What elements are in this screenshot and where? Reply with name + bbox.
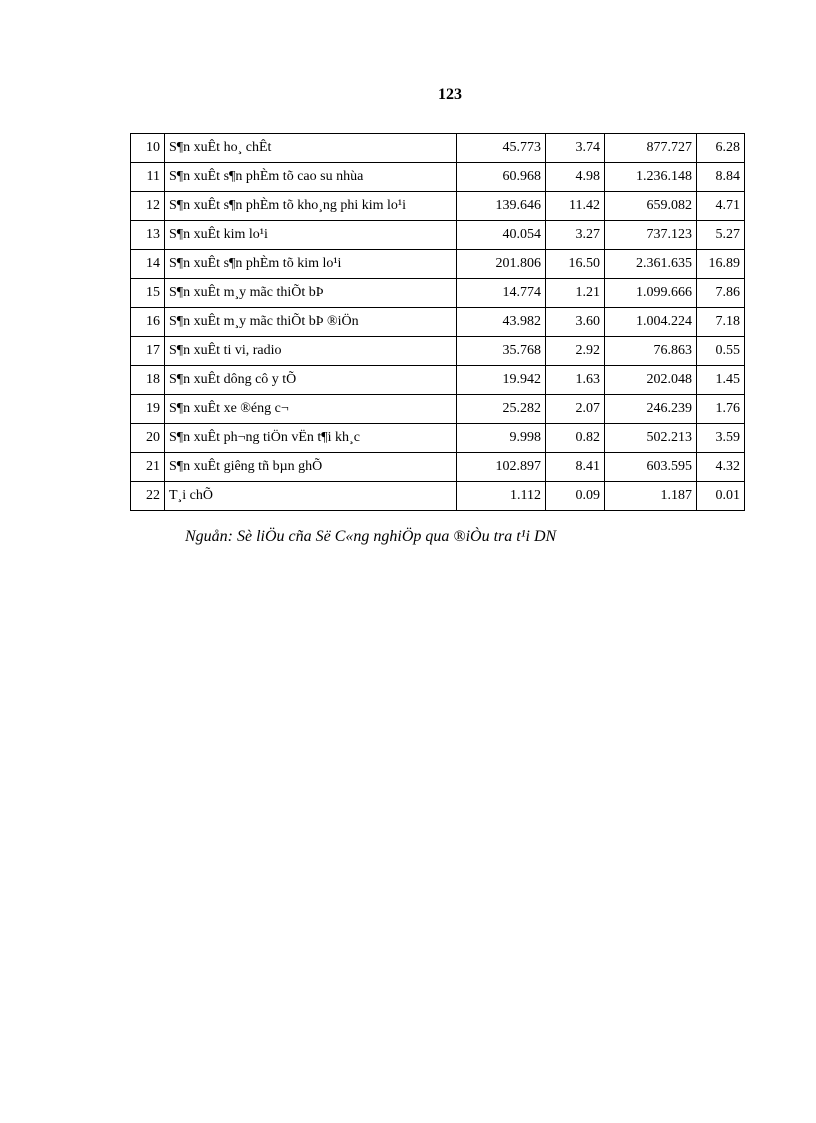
value-1: 14.774 (457, 279, 546, 308)
industry-name: T¸i chÕ (165, 482, 457, 511)
row-number: 10 (131, 134, 165, 163)
row-number: 22 (131, 482, 165, 511)
row-number: 12 (131, 192, 165, 221)
percent-2: 3.59 (697, 424, 745, 453)
value-1: 43.982 (457, 308, 546, 337)
table-row (131, 192, 745, 221)
percent-2: 4.32 (697, 453, 745, 482)
percent-2: 8.84 (697, 163, 745, 192)
percent-1: 3.27 (546, 221, 605, 250)
row-number: 15 (131, 279, 165, 308)
row-number: 13 (131, 221, 165, 250)
value-1: 35.768 (457, 337, 546, 366)
percent-1: 4.98 (546, 163, 605, 192)
value-2: 502.213 (605, 424, 697, 453)
row-number: 14 (131, 250, 165, 279)
value-2: 246.239 (605, 395, 697, 424)
row-number: 16 (131, 308, 165, 337)
percent-1: 2.07 (546, 395, 605, 424)
percent-1: 2.92 (546, 337, 605, 366)
table-row (131, 337, 745, 366)
industry-name: S¶n xuÊt m¸y mãc thiÕt bÞ ®iÖn (165, 308, 457, 337)
percent-1: 1.21 (546, 279, 605, 308)
value-1: 60.968 (457, 163, 546, 192)
percent-1: 0.82 (546, 424, 605, 453)
page-number: 123 (438, 86, 462, 103)
percent-1: 8.41 (546, 453, 605, 482)
percent-2: 16.89 (697, 250, 745, 279)
row-number: 20 (131, 424, 165, 453)
percent-2: 0.55 (697, 337, 745, 366)
value-2: 2.361.635 (605, 250, 697, 279)
industry-name: S¶n xuÊt s¶n phÈm tõ kho¸ng phi kim lo¹i (165, 192, 457, 221)
value-1: 40.054 (457, 221, 546, 250)
value-2: 877.727 (605, 134, 697, 163)
table-row (131, 482, 745, 511)
percent-1: 1.63 (546, 366, 605, 395)
row-number: 17 (131, 337, 165, 366)
table-row (131, 453, 745, 482)
percent-1: 0.09 (546, 482, 605, 511)
value-1: 139.646 (457, 192, 546, 221)
value-2: 1.236.148 (605, 163, 697, 192)
industry-name: S¶n xuÊt ti vi, radio (165, 337, 457, 366)
value-1: 9.998 (457, 424, 546, 453)
industry-name: S¶n xuÊt ph¬ng tiÖn vËn t¶i kh¸c (165, 424, 457, 453)
industry-name: S¶n xuÊt dông cô y tÕ (165, 366, 457, 395)
value-1: 25.282 (457, 395, 546, 424)
table-row (131, 163, 745, 192)
percent-1: 3.74 (546, 134, 605, 163)
value-2: 1.187 (605, 482, 697, 511)
industry-name: S¶n xuÊt s¶n phÈm tõ kim lo¹i (165, 250, 457, 279)
table-row (131, 424, 745, 453)
industry-name: S¶n xuÊt kim lo¹i (165, 221, 457, 250)
percent-2: 1.76 (697, 395, 745, 424)
value-1: 102.897 (457, 453, 546, 482)
value-1: 19.942 (457, 366, 546, 395)
value-2: 1.099.666 (605, 279, 697, 308)
percent-2: 0.01 (697, 482, 745, 511)
value-2: 76.863 (605, 337, 697, 366)
table-row (131, 395, 745, 424)
industry-table (130, 133, 745, 511)
value-2: 202.048 (605, 366, 697, 395)
value-1: 45.773 (457, 134, 546, 163)
value-2: 603.595 (605, 453, 697, 482)
percent-2: 7.86 (697, 279, 745, 308)
table-row (131, 250, 745, 279)
table-row (131, 366, 745, 395)
row-number: 18 (131, 366, 165, 395)
percent-1: 3.60 (546, 308, 605, 337)
table-body (131, 134, 745, 511)
value-2: 659.082 (605, 192, 697, 221)
percent-2: 1.45 (697, 366, 745, 395)
value-1: 1.112 (457, 482, 546, 511)
table-row (131, 308, 745, 337)
row-number: 11 (131, 163, 165, 192)
industry-name: S¶n xuÊt giêng tñ bµn ghÕ (165, 453, 457, 482)
industry-name: S¶n xuÊt s¶n phÈm tõ cao su nhùa (165, 163, 457, 192)
percent-2: 5.27 (697, 221, 745, 250)
percent-2: 6.28 (697, 134, 745, 163)
table-row (131, 279, 745, 308)
percent-2: 7.18 (697, 308, 745, 337)
percent-1: 16.50 (546, 250, 605, 279)
industry-name: S¶n xuÊt xe ®éng c¬ (165, 395, 457, 424)
row-number: 19 (131, 395, 165, 424)
industry-name: S¶n xuÊt ho¸ chÊt (165, 134, 457, 163)
value-1: 201.806 (457, 250, 546, 279)
value-2: 1.004.224 (605, 308, 697, 337)
percent-1: 11.42 (546, 192, 605, 221)
value-2: 737.123 (605, 221, 697, 250)
table-row (131, 134, 745, 163)
source-note: Nguån: Sè liÖu cña Së C«ng nghiÖp qua ®iÒu tra t¹i DN (185, 528, 557, 545)
row-number: 21 (131, 453, 165, 482)
percent-2: 4.71 (697, 192, 745, 221)
table-row (131, 221, 745, 250)
industry-name: S¶n xuÊt m¸y mãc thiÕt bÞ (165, 279, 457, 308)
